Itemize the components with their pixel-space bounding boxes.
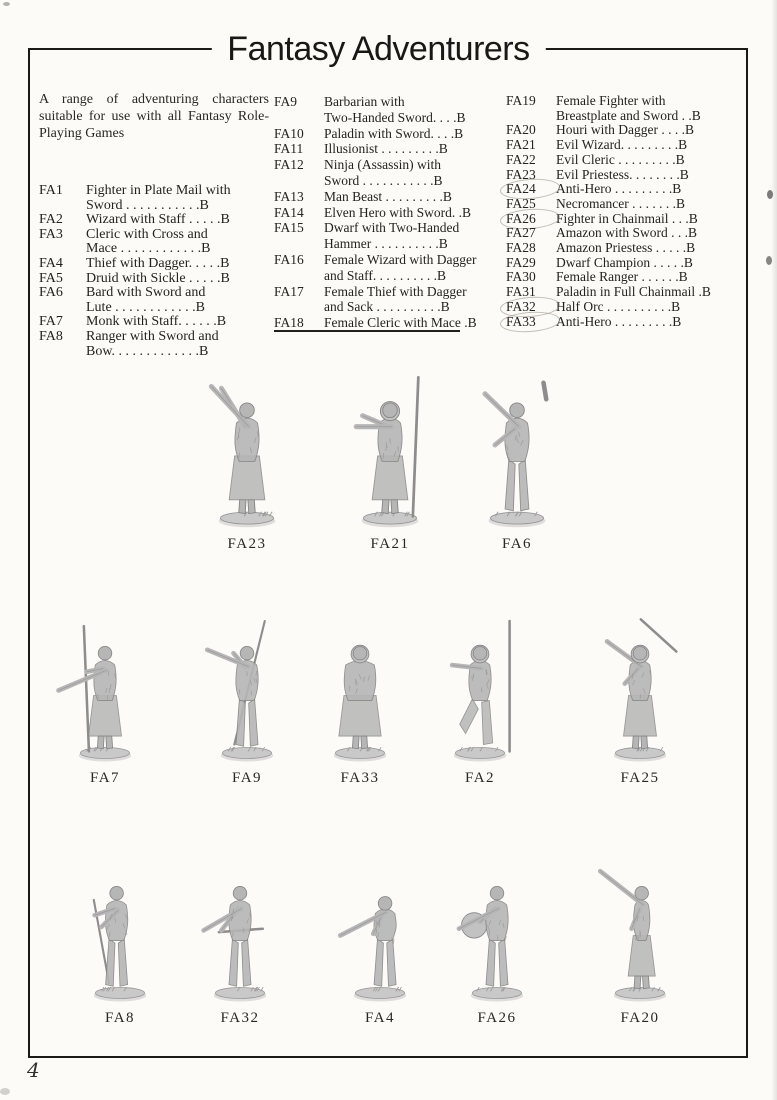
- catalog-entry: [274, 141, 492, 157]
- item-description: Thief with Dagger. . . . .B: [86, 255, 230, 271]
- item-code-pencil-circled: FA24: [506, 182, 556, 197]
- item-description: Fighter in Chainmail . . .B: [556, 210, 698, 226]
- item-description: Amazon Priestess . . . . .B: [556, 240, 696, 256]
- miniature-illustration: [182, 616, 312, 764]
- figure-label: FA4: [364, 1010, 396, 1026]
- catalog-entry: [39, 272, 270, 287]
- catalog-column-3: [506, 94, 746, 329]
- figure-label: FA2: [464, 770, 496, 786]
- miniature-illustration: [325, 370, 455, 530]
- item-description: Fighter in Plate Mail with Sword . . . . . . . . . . .B: [86, 183, 231, 213]
- catalog-entry: [274, 157, 492, 189]
- miniature-photo-fa7: [40, 616, 170, 764]
- miniature-illustration: [575, 616, 705, 764]
- miniature-illustration: [182, 370, 312, 530]
- item-code: FA18: [274, 315, 304, 331]
- miniature-photo-fa21: [325, 370, 455, 530]
- catalog-entry: [506, 182, 746, 197]
- scan-artifact: [0, 1088, 10, 1095]
- item-description: Dwarf Champion . . . . .B: [556, 254, 693, 270]
- item-code: FA31: [506, 284, 536, 300]
- page-number: 4: [27, 1058, 40, 1082]
- item-description: Female Wizard with Dagger and Staff. . . . . . . . . .B: [324, 251, 477, 283]
- scan-artifact: [766, 256, 772, 265]
- item-code: FA28: [506, 240, 536, 256]
- item-description: Druid with Sickle . . . . .B: [86, 270, 230, 286]
- item-description: Dwarf with Two-Handed Hammer . . . . . . . . . .B: [324, 220, 460, 252]
- column-divider-rule: [274, 330, 460, 332]
- item-code: FA17: [274, 283, 304, 299]
- miniature-illustration: [40, 616, 170, 764]
- catalog-entry: [506, 256, 746, 271]
- miniature-photo-fa33: [295, 616, 425, 764]
- miniature-illustration: [175, 856, 305, 1004]
- item-description: Evil Cleric . . . . . . . . .B: [556, 151, 685, 167]
- item-code: FA19: [506, 93, 536, 108]
- item-description: Half Orc . . . . . . . . . .B: [556, 298, 681, 314]
- figure-label: FA23: [227, 536, 267, 552]
- item-code: FA12: [274, 157, 304, 173]
- catalog-entry: [39, 286, 270, 315]
- catalog-entry: [39, 213, 270, 228]
- catalog-entry: [506, 315, 746, 330]
- item-code-pencil-circled: FA32: [506, 300, 556, 315]
- miniature-photo-fa25: [575, 616, 705, 764]
- item-code: FA3: [39, 226, 63, 242]
- item-code: FA4: [39, 255, 63, 271]
- miniature-illustration: [432, 856, 562, 1004]
- catalog-entry: [39, 228, 270, 257]
- item-code: FA2: [39, 212, 63, 228]
- figure-label: FA20: [620, 1010, 660, 1026]
- item-description: Wizard with Staff . . . . .B: [86, 212, 230, 228]
- item-description: Barbarian with Two-Handed Sword. . . .B: [324, 94, 466, 125]
- item-description: Female Ranger . . . . . .B: [556, 269, 688, 285]
- figure-label: FA6: [501, 536, 533, 552]
- item-code: FA29: [506, 254, 536, 270]
- miniature-illustration: [452, 370, 582, 530]
- item-description: Houri with Dagger . . . .B: [556, 122, 694, 138]
- intro-text: A range of adventuring characters suitable for use with all Fantasy Role-Playing Games: [39, 92, 269, 141]
- miniature-photo-fa26: [432, 856, 562, 1004]
- figure-label: FA8: [104, 1010, 136, 1026]
- catalog-entry: [39, 315, 270, 330]
- item-code: FA30: [506, 269, 536, 285]
- item-description: Illusionist . . . . . . . . .B: [324, 141, 448, 157]
- item-description: Evil Priestess. . . . . . . .B: [556, 166, 689, 182]
- figure-label: FA7: [89, 770, 121, 786]
- item-description: Elven Hero with Sword. .B: [324, 204, 471, 220]
- catalog-entry: [506, 123, 746, 138]
- item-description: Ranger with Sword and Bow. . . . . . . . . . . . .B: [86, 328, 219, 359]
- catalog-entry: [274, 189, 492, 205]
- figure-label: FA32: [220, 1010, 260, 1026]
- catalog-column-1: [39, 184, 270, 359]
- catalog-entry: [274, 126, 492, 142]
- miniature-illustration: [295, 616, 425, 764]
- catalog-column-2: [274, 94, 492, 331]
- item-code: FA21: [506, 137, 536, 153]
- item-code: FA7: [39, 314, 63, 330]
- catalog-entry: [506, 94, 746, 123]
- catalog-entry: [506, 270, 746, 285]
- catalog-entry: [274, 220, 492, 252]
- item-description: Man Beast . . . . . . . . .B: [324, 188, 452, 204]
- item-code: FA9: [274, 94, 298, 109]
- item-code: FA1: [39, 183, 63, 198]
- miniature-photo-fa20: [575, 856, 705, 1004]
- miniature-illustration: [315, 856, 445, 1004]
- catalog-entry: [506, 138, 746, 153]
- item-description: Paladin in Full Chainmail .B: [556, 284, 711, 300]
- item-description: Cleric with Cross and Mace . . . . . . . . . . . .B: [86, 226, 211, 257]
- item-code: FA11: [274, 141, 304, 157]
- item-description: Monk with Staff. . . . . .B: [86, 314, 227, 330]
- miniature-illustration: [415, 616, 545, 764]
- catalog-entry: [274, 284, 492, 316]
- item-description: Anti-Hero . . . . . . . . .B: [556, 181, 682, 197]
- item-code-pencil-circled: FA33: [506, 315, 556, 330]
- figure-label: FA9: [231, 770, 263, 786]
- figure-label: FA26: [477, 1010, 517, 1026]
- scan-artifact: [767, 190, 773, 199]
- scan-edge-shadow: [771, 0, 777, 1100]
- item-code: FA27: [506, 225, 536, 241]
- item-code: FA25: [506, 195, 536, 211]
- miniature-photo-fa9: [182, 616, 312, 764]
- catalog-entry: [274, 205, 492, 221]
- item-code-pencil-circled: FA26: [506, 212, 556, 227]
- item-code: FA22: [506, 151, 536, 167]
- item-code: FA8: [39, 328, 63, 344]
- catalog-entry: [506, 241, 746, 256]
- item-description: Anti-Hero . . . . . . . . .B: [556, 313, 682, 329]
- item-code: FA20: [506, 122, 536, 138]
- miniature-photo-fa23: [182, 370, 312, 530]
- item-description: Evil Wizard. . . . . . . . .B: [556, 137, 688, 153]
- item-code: FA5: [39, 270, 63, 286]
- item-code: FA15: [274, 220, 304, 236]
- item-code: FA13: [274, 188, 304, 204]
- figure-label: FA21: [370, 536, 410, 552]
- item-code: FA6: [39, 285, 63, 301]
- item-description: Female Cleric with Mace .B: [324, 315, 477, 331]
- item-description: Bard with Sword and Lute . . . . . . . . . . . .B: [86, 285, 206, 315]
- miniature-photo-fa8: [55, 856, 185, 1004]
- item-description: Amazon with Sword . . .B: [556, 225, 697, 241]
- miniature-photo-fa32: [175, 856, 305, 1004]
- miniature-illustration: [55, 856, 185, 1004]
- miniature-photo-fa4: [315, 856, 445, 1004]
- catalog-entry: [506, 212, 746, 227]
- item-description: Paladin with Sword. . . .B: [324, 125, 464, 141]
- miniature-illustration: [575, 856, 705, 1004]
- item-code: FA23: [506, 166, 536, 182]
- catalog-entry: [274, 252, 492, 284]
- item-code: FA10: [274, 125, 304, 141]
- catalog-entry: [39, 184, 270, 213]
- item-description: Female Fighter with Breastplate and Sword . .B: [556, 93, 701, 123]
- item-code: FA14: [274, 204, 304, 220]
- item-description: Female Thief with Dagger and Sack . . . . . . . . . .B: [324, 283, 467, 315]
- item-description: Necromancer . . . . . . .B: [556, 195, 685, 211]
- miniature-photo-fa6: [452, 370, 582, 530]
- catalog-entry: [39, 257, 270, 272]
- catalog-entry: [506, 153, 746, 168]
- catalog-entry: [39, 330, 270, 359]
- figure-label: FA33: [340, 770, 380, 786]
- miniature-photo-fa2: [415, 616, 545, 764]
- page-title: Fantasy Adventurers: [211, 30, 545, 69]
- figure-label: FA25: [620, 770, 660, 786]
- scan-artifact: [3, 2, 10, 6]
- catalog-entry: [506, 226, 746, 241]
- item-description: Ninja (Assassin) with Sword . . . . . . . . . . .B: [324, 157, 443, 188]
- item-code: FA16: [274, 251, 304, 267]
- catalog-entry: [274, 94, 492, 126]
- catalog-entry: [274, 315, 492, 331]
